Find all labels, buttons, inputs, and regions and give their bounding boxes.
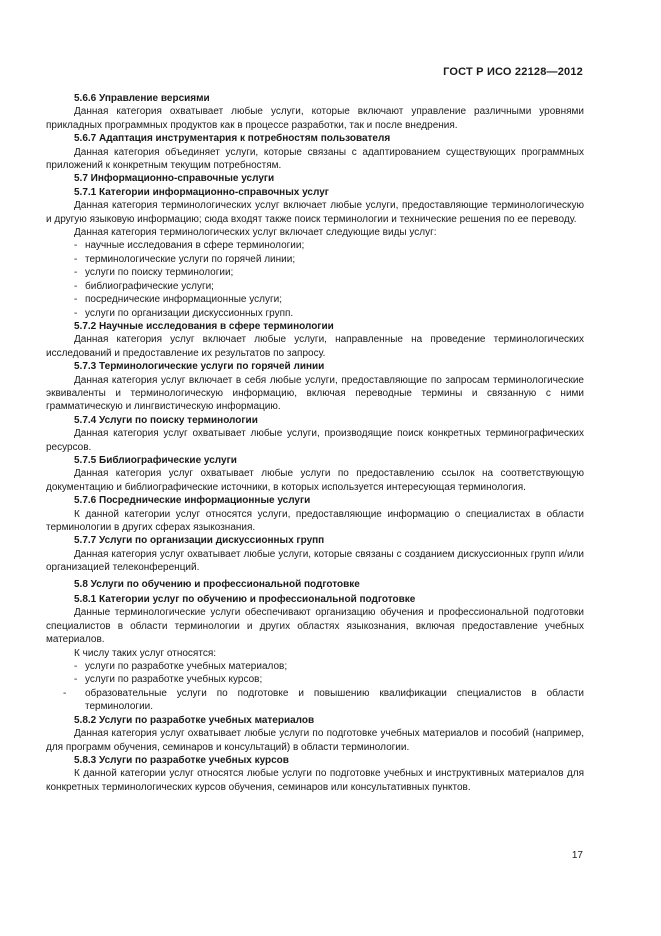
heading-5-7-1: 5.7.1 Категории информационно-справочных услуг (74, 186, 329, 198)
list-item: - научные исследования в сфере терминологии; (74, 240, 305, 252)
paragraph-5-7-7: Данная категория услуг охватывает любые услуги, которые связаны с созданием дискуссионных групп и/или организацией телеконференций. (46, 548, 584, 574)
heading-5-6-7: 5.6.7 Адаптация инструментария к потребностям пользователя (74, 133, 391, 145)
document-body (46, 92, 584, 794)
heading-5-7-5: 5.7.5 Библиографические услуги (74, 454, 237, 466)
paragraph-5-7-3: Данная категория услуг включает в себя любые услуги, предоставляющие по запросам терминологические эквиваленты и терминологическую информацию, включая переводные термины и связанную с ними грамматическую и лингвистическую информацию. (46, 374, 584, 413)
list-item: - посреднические информационные услуги; (74, 294, 282, 306)
paragraph-5-7-4: Данная категория услуг охватывает любые услуги, производящие поиск конкретных терминографических ресурсов. (46, 428, 584, 453)
list-item: - терминологические услуги по горячей линии; (74, 253, 296, 265)
list-item: - услуги по разработке учебных курсов; (74, 674, 263, 686)
paragraph-5-7-1-intro: Данная категория терминологических услуг включает следующие виды услуг: (74, 227, 437, 239)
paragraph-5-8-1-intro: К числу таких услуг относятся: (74, 647, 217, 659)
paragraph-5-8-1: Данные терминологические услуги обеспечивают организацию обучения и профессиональной подготовки специалистов в области терминологии и других областях языкознания, включая предоставление учебных материалов. (46, 607, 584, 646)
paragraph-5-8-3: К данной категории услуг относятся любые услуги по подготовке учебных и инструктивных материалов для конкретных терминологических курсов обучения, семинаров или консультативных пунктов. (46, 768, 584, 793)
list-5-7-1 (46, 239, 584, 319)
heading-5-7-2: 5.7.2 Научные исследования в сфере терминологии (74, 320, 334, 332)
heading-5-8-2: 5.8.2 Услуги по разработке учебных материалов (74, 714, 315, 726)
page-number: 17 (571, 850, 583, 861)
paragraph-5-7-2: Данная категория услуг включает любые услуги, направленные на проведение терминологических исследований и предоставление их результатов по запросу. (46, 334, 584, 359)
heading-5-6-6: 5.6.6 Управление версиями (74, 93, 210, 104)
paragraph-5-8-2: Данная категория услуг охватывает любые услуги по подготовке учебных материалов и пособий (например, для программ обучения, семинаров и консультаций) в области терминологии. (46, 728, 584, 753)
standard-designation: ГОСТ Р ИСО 22128—2012 (443, 66, 583, 78)
paragraph-5-6-7: Данная категория объединяет услуги, которые связаны с адаптированием существующих программных приложений к конкретным текущим потребностям. (46, 146, 584, 172)
list-item: - услуги по организации дискуссионных групп. (74, 307, 294, 319)
list-item: - образовательные услуги по подготовке и повышению квалификации специалистов в области терминологии. (63, 687, 584, 713)
paragraph-5-7-5: Данная категория услуг охватывает любые услуги по предоставлению ссылок на соответствующую документацию и библиографические источники, в которых используется интересующая терминология. (46, 468, 584, 493)
heading-5-7: 5.7 Информационно-справочные услуги (74, 173, 275, 185)
heading-5-7-4: 5.7.4 Услуги по поиску терминологии (74, 414, 258, 426)
heading-5-7-7: 5.7.7 Услуги по организации дискуссионных групп (74, 535, 325, 547)
paragraph-5-7-6: К данной категории услуг относятся услуги, предоставляющие информацию о специалистах в области терминологии в других сферах языкознания. (46, 508, 584, 533)
paragraph-5-7-1: Данная категория терминологических услуг включает любые услуги, предоставляющие терминологическую и другую языковую информацию; сюда входят также поиск терминологии и технические решения по ее переводу. (46, 200, 584, 225)
list-item: - услуги по разработке учебных материалов; (74, 661, 288, 673)
heading-5-7-6: 5.7.6 Посреднические информационные услуги (74, 495, 311, 507)
heading-5-7-3: 5.7.3 Терминологические услуги по горячей линии (74, 361, 325, 373)
list-5-8-1 (46, 660, 584, 714)
list-item: - услуги по поиску терминологии; (74, 267, 234, 279)
heading-5-8: 5.8 Услуги по обучению и профессиональной подготовке (74, 578, 360, 590)
paragraph-5-6-6: Данная категория охватывает любые услуги, которые включают управление различными уровнями прикладных программных продуктов как в процессе разработки, так и после внедрения. (46, 106, 584, 131)
list-item: - библиографические услуги; (74, 280, 214, 292)
heading-5-8-3: 5.8.3 Услуги по разработке учебных курсов (74, 754, 289, 766)
heading-5-8-1: 5.8.1 Категории услуг по обучению и профессиональной подготовке (74, 594, 416, 606)
